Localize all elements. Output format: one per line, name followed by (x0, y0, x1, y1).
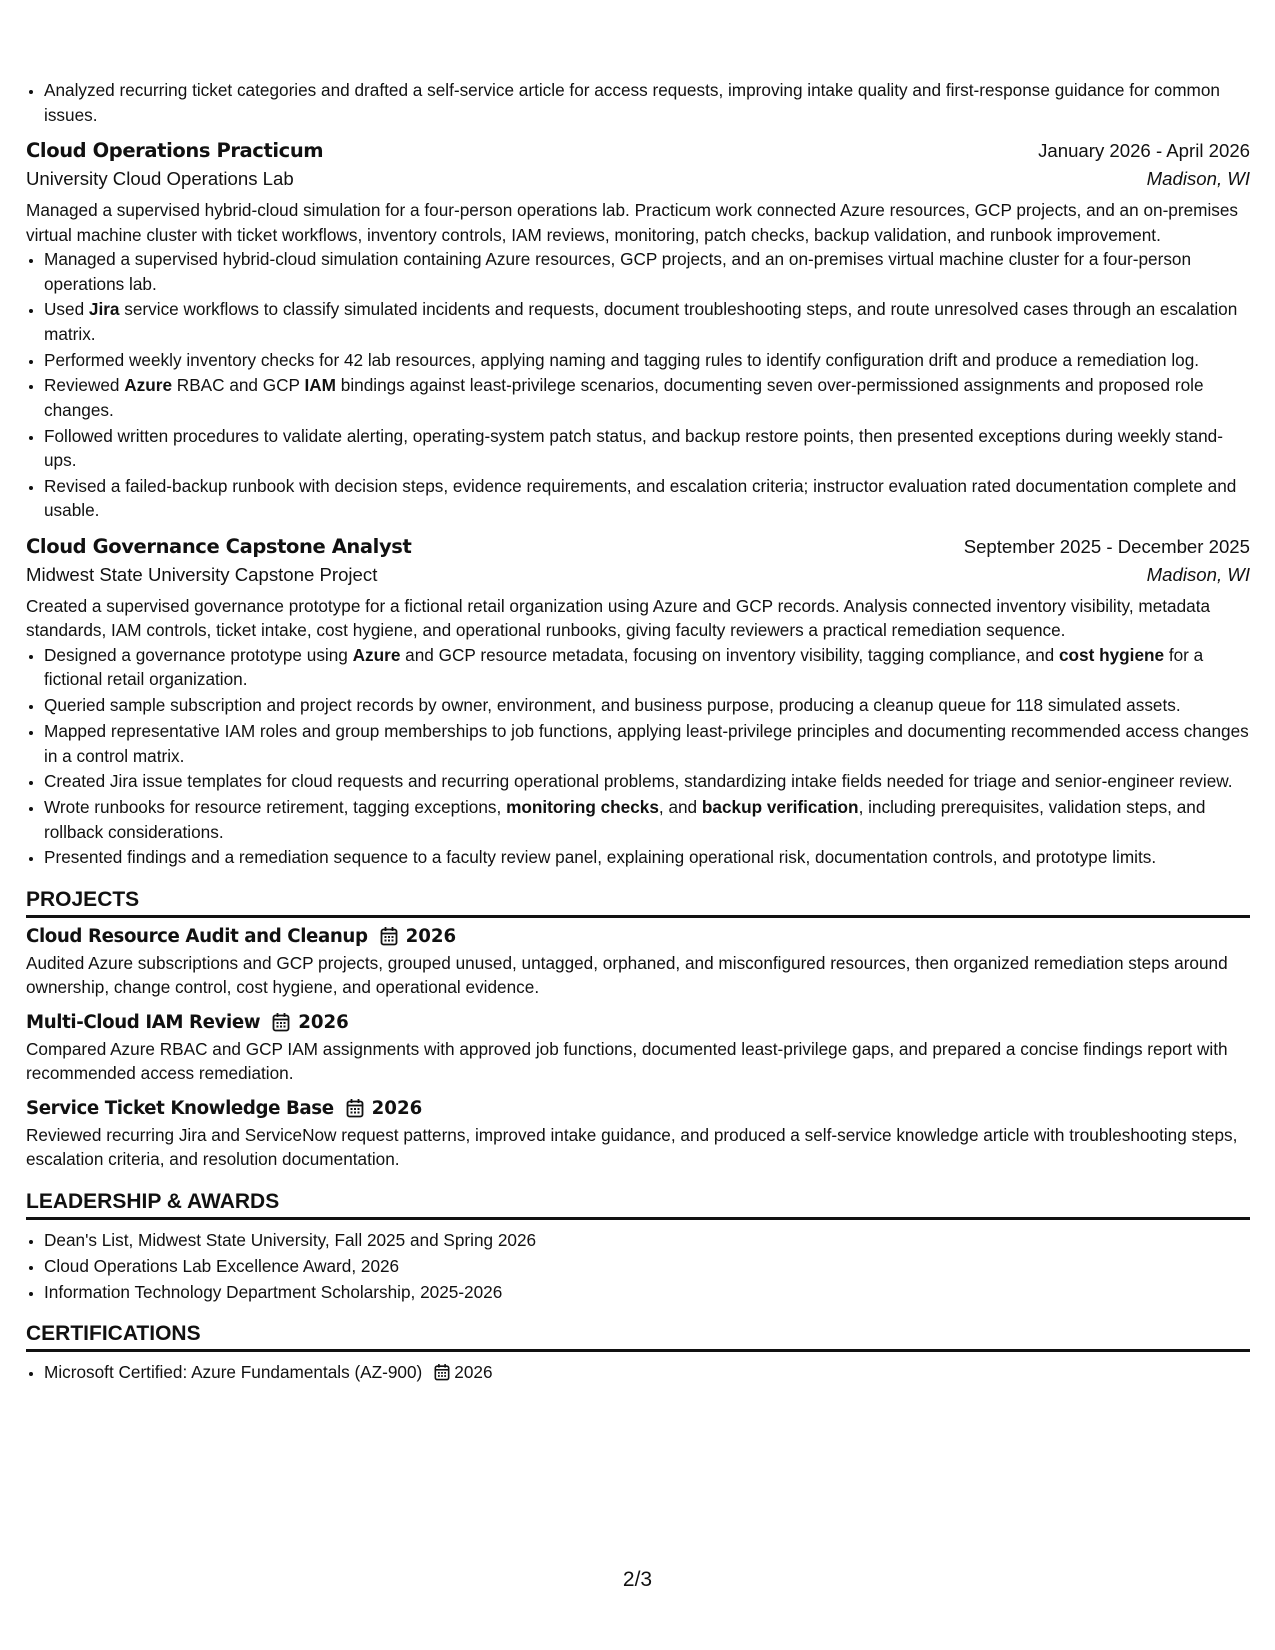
certification-name: • Microsoft Certified: Azure Fundamentals (AZ-900) (44, 1362, 423, 1383)
job-title: Cloud Operations Practicum (26, 139, 324, 162)
list-item: • Cloud Operations Lab Excellence Award, 2026 (44, 1254, 1250, 1279)
list-item: • Queried sample subscription and project records by owner, environment, and business purpose, producing a cleanup queue for 118 simulated assets. (44, 693, 1250, 718)
job-dates: January 2026 - April 2026 (1038, 140, 1250, 161)
list-item: • Revised a failed-backup runbook with decision steps, evidence requirements, and escalation criteria; instructor evaluation rated documentation complete and usable. (44, 474, 1250, 523)
section-heading-projects: PROJECTS (26, 888, 1250, 918)
bold-keyword: monitoring checks (506, 797, 659, 818)
job-bullet-list (26, 643, 1250, 870)
calendar-icon (272, 1012, 290, 1032)
calendar-icon (346, 1098, 364, 1118)
list-item: • Created Jira issue templates for cloud requests and recurring operational problems, standardizing intake fields needed for triage and senior-engineer review. (44, 769, 1250, 794)
project-description: Audited Azure subscriptions and GCP projects, grouped unused, untagged, orphaned, and misconfigured resources, then organized remediation steps around ownership, change control, cost hygiene, and operational evidence. (26, 952, 1228, 998)
bold-keyword: Azure (124, 375, 173, 396)
resume-page (26, 78, 1250, 1386)
list-item: • Information Technology Department Scholarship, 2025-2026 (44, 1280, 1250, 1305)
section-heading-certifications: CERTIFICATIONS (26, 1322, 1250, 1352)
list-item: • Reviewed Azure RBAC and GCP IAM bindings against least-privilege scenarios, documenting seven over-permissioned assignments and proposed role changes. (44, 373, 1250, 422)
bold-keyword: Azure (352, 644, 401, 665)
list-item: • Managed a supervised hybrid-cloud simulation containing Azure resources, GCP projects, and an on-premises virtual machine cluster for a four-person operations lab. (44, 247, 1250, 296)
list-item: • Wrote runbooks for resource retirement, tagging exceptions, monitoring checks, and backup verification, including prerequisites, validation steps, and rollback considerations. (44, 795, 1250, 844)
job-dates: September 2025 - December 2025 (963, 535, 1250, 557)
project-name: Cloud Resource Audit and Cleanup (26, 925, 368, 947)
list-item: • Followed written procedures to validate alerting, operating-system patch status, and backup restore points, then presented exceptions during weekly stand-ups. (44, 424, 1250, 473)
project-year: 2026 (298, 1011, 349, 1033)
bold-keyword: Jira (88, 299, 120, 320)
project-entry (26, 1012, 1250, 1086)
list-item: • Used Jira service workflows to classify simulated incidents and requests, document troubleshooting steps, and route unresolved cases through an escalation matrix. (44, 297, 1250, 346)
project-description: Reviewed recurring Jira and ServiceNow request patterns, improved intake guidance, and produced a self-service knowledge article with troubleshooting steps, escalation criteria, and resolution documentation. (26, 1124, 1238, 1170)
list-item: • Presented findings and a remediation sequence to a faculty review panel, explaining operational risk, documentation controls, and prototype limits. (44, 845, 1250, 870)
job-description: Managed a supervised hybrid-cloud simulation for a four-person operations lab. Practicum work connected Azure resources, GCP projects, and an on-premises virtual machine cluster with ticket workflows, inventory controls, IAM reviews, monitoring, patch checks, backup validation, and runbook improvement. (26, 200, 1239, 245)
project-name: Service Ticket Knowledge Base (26, 1097, 334, 1119)
job-description: Created a supervised governance prototype for a fictional retail organization using Azure and GCP records. Analysis connected inventory visibility, metadata standards, IAM controls, ticket intake, cost hygiene, and operational runbooks, giving faculty reviewers a practical remediation sequence. (26, 595, 1211, 641)
project-year: 2026 (371, 1097, 423, 1119)
experience-entry (26, 535, 1250, 870)
job-organization: Midwest State University Capstone Project (26, 563, 378, 585)
bold-keyword: backup verification (701, 797, 859, 818)
job-title: Cloud Governance Capstone Analyst (26, 534, 412, 558)
project-name: Multi-Cloud IAM Review (26, 1011, 261, 1033)
bold-keyword: cost hygiene (1059, 644, 1165, 665)
experience-entry (26, 139, 1250, 523)
certification-year: 2026 (454, 1362, 493, 1383)
leadership-list (26, 1228, 1250, 1304)
list-item: • Mapped representative IAM roles and group memberships to job functions, applying least-privilege principles and documenting recommended access changes in a control matrix. (44, 719, 1250, 768)
certifications-list (26, 1360, 1250, 1385)
project-entry (26, 1098, 1250, 1172)
job-bullet-list (26, 247, 1250, 523)
list-item: • Analyzed recurring ticket categories and drafted a self-service article for access requests, improving intake quality and first-response guidance for common issues. (44, 78, 1250, 127)
list-item (44, 1360, 1250, 1385)
job-location: Madison, WI (1146, 563, 1250, 585)
job-location: Madison, WI (1146, 168, 1250, 189)
bold-keyword: IAM (304, 375, 336, 396)
project-year: 2026 (405, 925, 457, 947)
list-item: • Performed weekly inventory checks for 42 lab resources, applying naming and tagging rules to identify configuration drift and produce a remediation log. (44, 348, 1250, 373)
page-number: 2/3 (622, 1568, 653, 1591)
continued-bullet-list (26, 78, 1250, 127)
list-item: • Dean's List, Midwest State University, Fall 2025 and Spring 2026 (44, 1228, 1250, 1253)
section-heading-leadership: LEADERSHIP & AWARDS (26, 1190, 1250, 1220)
project-description: Compared Azure RBAC and GCP IAM assignments with approved job functions, documented least-privilege gaps, and prepared a concise findings report with recommended access remediation. (26, 1038, 1228, 1084)
project-entry (26, 926, 1250, 1000)
calendar-icon (380, 926, 398, 946)
calendar-icon (434, 1363, 450, 1381)
list-item: • Designed a governance prototype using Azure and GCP resource metadata, focusing on inventory visibility, tagging compliance, and cost hygiene for a fictional retail organization. (44, 643, 1250, 692)
job-organization: University Cloud Operations Lab (26, 168, 294, 189)
